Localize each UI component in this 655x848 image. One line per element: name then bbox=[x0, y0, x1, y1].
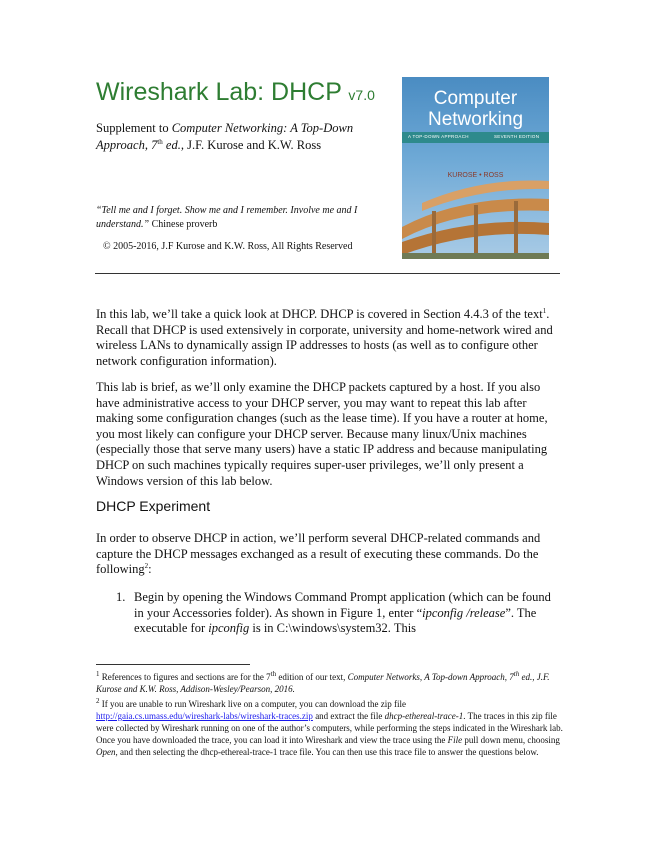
traces-zip-link[interactable]: http://gaia.cs.umass.edu/wireshark-labs/wireshark-traces.zip bbox=[96, 711, 313, 721]
footnote-1: $^1$ References to figures and sections are for the 7th edition of our text, Computer Networks, A Top-down Approach, 7th ed., J.F. Kurose and K.W. Ross, Addison-Wesley/Pearson, 2016. bbox=[96, 670, 550, 694]
epigraph-quote bbox=[96, 204, 396, 232]
quote-attribution: Chinese proverb bbox=[149, 219, 218, 230]
footnote-ref-1[interactable]: 1 bbox=[542, 306, 547, 315]
command-ipconfig: ipconfig bbox=[208, 621, 250, 636]
section-heading: DHCP Experiment bbox=[96, 498, 211, 514]
quote-text: “Tell me and I forget. Show me and I remember. Involve me and I understand.” bbox=[96, 205, 358, 230]
copyright-notice: © 2005-2016, J.F Kurose and K.W. Ross, All Rights Reserved bbox=[103, 241, 353, 252]
step-number: 1. bbox=[116, 590, 126, 604]
title-text: Wireshark Lab: DHCP bbox=[96, 78, 342, 106]
authors: J.F. Kurose and K.W. Ross bbox=[183, 138, 322, 152]
intro-paragraph-1: In this lab, we’ll take a quick look at DHCP. DHCP is covered in Section 4.4.3 of the text$^1$. Recall that DHCP is used extensively in corporate, university and home-network wired and wireless LANs to dynamically assign IP addresses to hosts (as well as to configure other network configuration information). bbox=[96, 306, 553, 368]
step-1-text: Begin by opening the Windows Command Prompt application (which can be found in your Accessories folder). As shown in Figure 1, enter “ipconfig /release”. The executable for ipconfig is in C:\windows\system32. This bbox=[134, 590, 551, 636]
book-cover-image bbox=[402, 77, 549, 259]
cover-edition: SEVENTH EDITION bbox=[494, 134, 540, 139]
trace-file-name: dhcp-ethereal-trace-1 bbox=[384, 711, 464, 721]
cover-subtitle: A TOP-DOWN APPROACH bbox=[408, 134, 469, 139]
footnote-ref-2[interactable]: 2 bbox=[144, 562, 149, 571]
intro-paragraph-2: This lab is brief, as we’ll only examine the DHCP packets captured by a host. If you also have administrative access to your DHCP server, you may want to repeat this lab after making some configuration changes (such as the lease time). If you have a router at home, you most likely can configure your DHCP server. Because many linux/Unix machines (especially those that serve many users) have a static IP address and because manipulating DHCP on such machines typically requires super-user privileges, we’ll only present a Windows version of this lab below. bbox=[96, 380, 548, 488]
version-label: v7.0 bbox=[348, 87, 375, 103]
cover-authors: KUROSE • ROSS bbox=[447, 172, 504, 179]
footnote-divider bbox=[96, 664, 250, 665]
document-title bbox=[96, 78, 375, 107]
experiment-paragraph: In order to observe DHCP in action, we’ll perform several DHCP-related commands and capture the DHCP messages exchanged as a result of executing these commands. Do the following$^2$: bbox=[96, 531, 541, 577]
command-ipconfig-release: ipconfig /release bbox=[422, 605, 506, 620]
book-title: Computer Networking: A Top-Down Approach, 7 bbox=[96, 121, 354, 152]
highway-overpass-illustration bbox=[402, 77, 549, 259]
supplement-line: Supplement to Computer Networking: A Top-Down Approach, 7th ed., J.F. Kurose and K.W. Ross bbox=[96, 121, 354, 152]
footnote-2: $^2$ If you are unable to run Wireshark live on a computer, you can download the zip file http://gaia.cs.umass.edu/wireshark-labs/wireshark-traces.zip and extract the file dhcp-ethereal-trace-1. The traces in this zip file were collected by Wireshark running on one of the author’s computers, while performing the steps indicated in the Wireshark lab. Once you have downloaded the trace, you can load it into Wireshark and view the trace using the File pull down menu, choosing Open, and then selecting the dhcp-ethereal-trace-1 trace file. You can then use this trace file to answer the questions below. bbox=[96, 697, 563, 757]
cover-title: Computer Networking bbox=[427, 88, 524, 130]
header-divider bbox=[95, 273, 560, 274]
